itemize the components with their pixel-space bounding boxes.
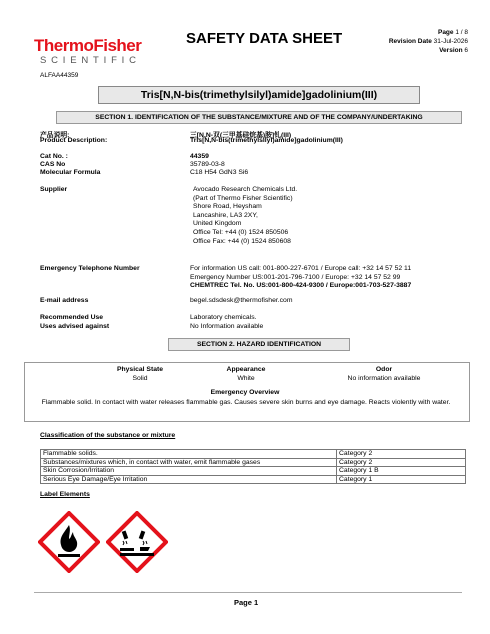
- supplier-line: Shore Road, Heysham: [193, 203, 262, 211]
- supplier-line: United Kingdom: [193, 220, 242, 228]
- label-elements-heading: Label Elements: [40, 491, 90, 498]
- corrosion-icon: [106, 511, 168, 573]
- recommended-use-label: Recommended Use: [40, 314, 104, 321]
- revision-label: Revision Date: [388, 38, 432, 45]
- section2-heading: SECTION 2. HAZARD IDENTIFICATION: [168, 338, 350, 351]
- brand-logo-subtitle: SCIENTIFIC: [40, 55, 141, 66]
- document-code: ALFAA44359: [40, 72, 79, 79]
- table-row: [41, 475, 466, 484]
- cat-no-label: Cat No. :: [40, 153, 68, 160]
- odor-label: Odor: [375, 366, 393, 373]
- brand-logo: ThermoFisher: [34, 36, 142, 55]
- odor: [314, 366, 454, 383]
- hazard-category: Category 2: [337, 450, 466, 459]
- product-desc-value: Tris[N,N-bis(trimethylsilyl)amide]gadolinium(III): [190, 137, 343, 144]
- recommended-use-value: Laboratory chemicals.: [190, 314, 257, 321]
- odor-value: No information available: [347, 374, 421, 382]
- appearance-value: White: [237, 374, 255, 382]
- emergency-numbers: [190, 265, 411, 291]
- classification-heading: Classification of the substance or mixture: [40, 432, 176, 439]
- hazard-class: Flammable solids.: [41, 450, 337, 459]
- emergency-overview-text: Flammable solid. In contact with water releases flammable gas. Causes severe skin burns and eye damage. Reacts violently with water.: [41, 399, 451, 406]
- header-meta: [389, 28, 468, 55]
- cat-no-value: 44359: [190, 153, 209, 160]
- cas-value: 35789-03-8: [190, 161, 225, 168]
- hazard-class: Skin Corrosion/Irritation: [41, 467, 337, 476]
- flame-icon: [38, 511, 100, 573]
- supplier-line: Avocado Research Chemicals Ltd.: [193, 186, 298, 193]
- email-label: E-mail address: [40, 297, 89, 304]
- page-label: Page: [437, 29, 454, 36]
- appearance: [176, 366, 316, 383]
- hazard-category: Category 2: [337, 458, 466, 467]
- supplier-line: Office Fax: +44 (0) 1524 850608: [193, 237, 291, 245]
- version-label: Version: [439, 47, 463, 54]
- formula-value: C18 H54 GdN3 Si6: [190, 169, 249, 176]
- emergency-label: Emergency Telephone Number: [40, 265, 140, 272]
- formula-label: Molecular Formula: [40, 169, 101, 176]
- emergency-overview-label: Emergency Overview: [210, 389, 280, 396]
- supplier-line: Lancashire, LA3 2XY,: [193, 211, 258, 219]
- emergency-line: For information US call: 001-800-227-6701 / Europe call: +32 14 57 52 11: [190, 265, 412, 272]
- table-row: [41, 458, 466, 467]
- document-title: SAFETY DATA SHEET: [186, 30, 343, 47]
- hazard-class: Serious Eye Damage/Eye Irritation: [41, 475, 337, 484]
- supplier-address: [193, 186, 297, 246]
- product-desc-label-cn: 产品说明:: [40, 132, 70, 139]
- version-value: 6: [464, 47, 468, 54]
- classification-table: [40, 449, 466, 484]
- revision-value: 31-Jul-2026: [433, 38, 468, 45]
- page-value: 1 / 8: [455, 29, 468, 36]
- physical-state-label: Physical State: [116, 366, 164, 373]
- email-value[interactable]: begel.sdsdesk@thermofisher.com: [190, 297, 293, 304]
- hazard-category: Category 1 B: [337, 467, 466, 476]
- product-desc-value-cn: 三[N,N-双(三甲基硅烷基)胺]钆(III): [190, 132, 292, 139]
- product-desc-label: Product Description:: [40, 137, 108, 144]
- uses-against-label: Uses advised against: [40, 323, 110, 330]
- product-title: Tris[N,N-bis(trimethylsilyl)amide]gadolinium(III): [98, 86, 420, 104]
- footer-page-number: Page 1: [234, 598, 259, 607]
- hazard-class: Substances/mixtures which, in contact with water, emit flammable gases: [41, 458, 337, 467]
- uses-against-value: No Information available: [190, 323, 264, 330]
- emergency-line: CHEMTREC Tel. No. US:001-800-424-9300 / Europe:001-703-527-3887: [190, 282, 412, 290]
- emergency-line: Emergency Number US:001-201-796-7100 / Europe: +32 14 57 52 99: [190, 273, 401, 281]
- supplier-line: Office Tel: +44 (0) 1524 850506: [193, 228, 289, 236]
- hazard-category: Category 1: [337, 475, 466, 484]
- section1-heading: SECTION 1. IDENTIFICATION OF THE SUBSTANCE/MIXTURE AND OF THE COMPANY/UNDERTAKING: [56, 111, 462, 124]
- cas-label: CAS No: [40, 161, 66, 168]
- supplier-label: Supplier: [40, 186, 68, 193]
- appearance-label: Appearance: [226, 366, 266, 373]
- physical-state-value: Solid: [132, 374, 148, 382]
- footer-divider: [34, 592, 462, 593]
- table-row: [41, 450, 466, 459]
- supplier-line: (Part of Thermo Fisher Scientific): [193, 194, 293, 202]
- table-row: [41, 467, 466, 476]
